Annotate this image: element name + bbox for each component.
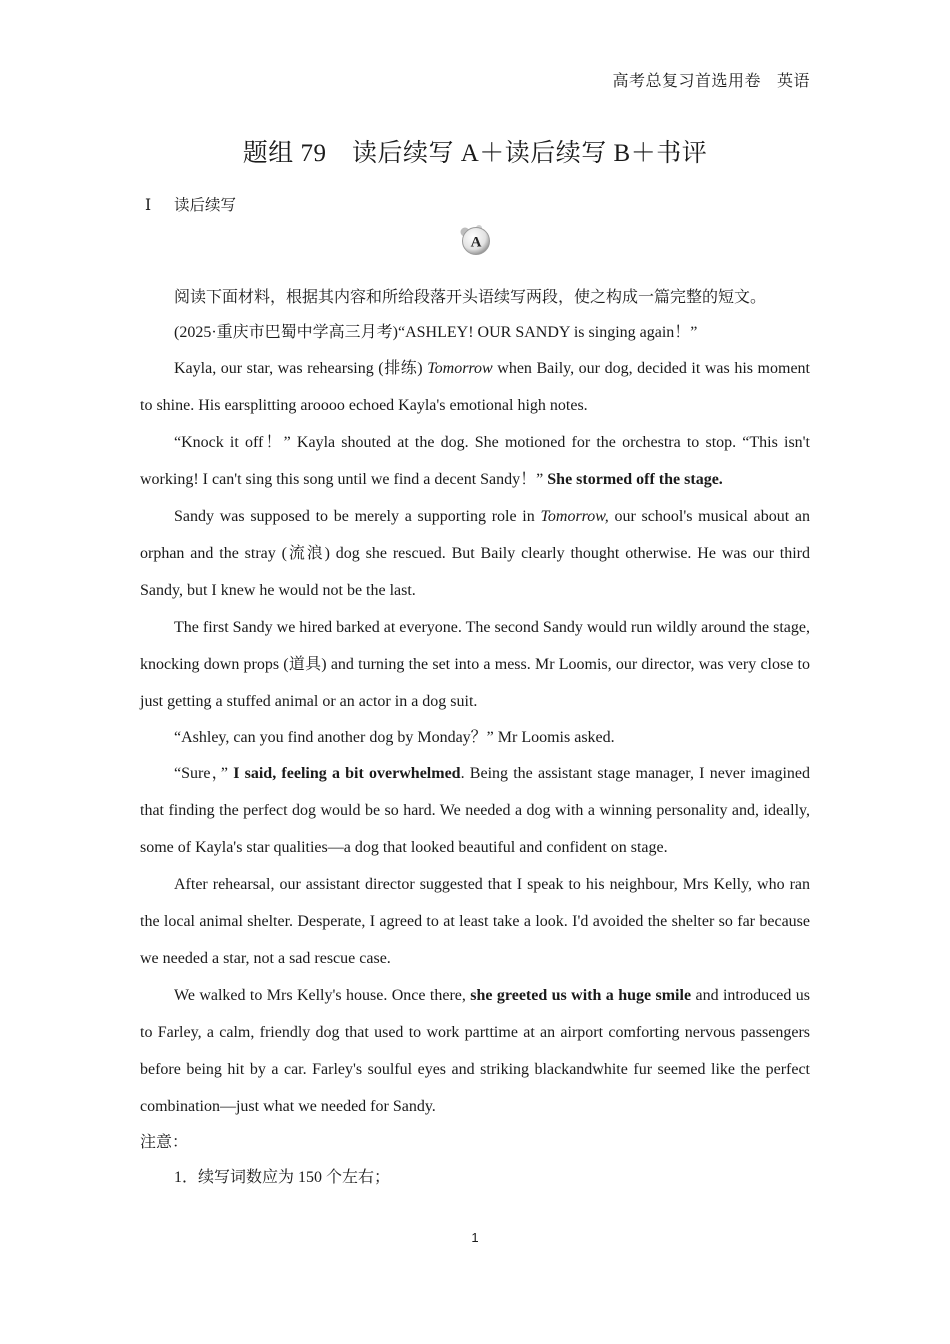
section-label: 读后续写 [174,197,237,214]
running-header [612,68,810,91]
instruction-text: 阅读下面材料，根据其内容和所给段落开头语续写两段，使之构成一篇完整的短文。 [174,289,767,306]
paragraph-8-text: We walked to Mrs Kelly's house. Once there, [174,987,471,1004]
source-line [140,315,810,350]
part-a-badge-icon [459,224,493,256]
paragraph-6-text: “Sure，” [174,765,234,782]
story-title: “ASHLEY! OUR SANDY is singing again！” [398,324,698,341]
paragraph-6 [140,755,810,866]
header-subject: 英语 [776,73,810,90]
header-book-title: 高考总复习首选用卷 [612,73,761,90]
paragraph-2-bold: She stormed off the stage. [547,471,723,488]
paragraph-4: The first Sandy we hired barked at everyone. The second Sandy would run wildly around the stage, knocking down props (道具) and turning the set into a mess. Mr Loomis, our director, was very close to just getting a stuffed animal or an actor in a dog suit. [140,619,810,710]
paragraph-6-text-cont: . Being the assistant stage manager, I never imagined that finding the perfect dog would be so hard. We needed a dog with a winning personality and, ideally, some of Kayla's star qualities—a dog that looked beautiful and confident on stage. [140,765,810,856]
page-number: 1 [471,1230,479,1245]
reading-passage [140,280,810,1195]
paragraph-1 [140,350,810,424]
paragraph-2-text: “Knock it off！” Kayla shouted at the dog. She motioned for the orchestra to stop. “This isn't working! I can't sing this song until we find a decent Sandy！” [140,434,810,488]
paragraph-3 [140,498,810,609]
paragraph-3-text: Sandy was supposed to be merely a supporting role in [174,508,541,525]
paragraph-8-text-cont: and introduced us to Farley, a calm, friendly dog that used to work parttime at an airport comforting nervous passengers before being hit by a car. Farley's soulful eyes and striking blackandwhite fur seemed like the perfect combination—just what we needed for Sandy. [140,987,811,1115]
paragraph-6-bold: I said, feeling a bit overwhelmed [233,765,461,782]
part-a-badge-letter: A [470,234,482,251]
paragraph-1-text: Kayla, our star, was rehearsing (排练) [174,360,428,377]
page-title: 题组 79 读后续写 A＋读后续写 B＋书评 [242,140,708,167]
notes-item-1: 1．续写词数应为 150 个左右； [174,1169,391,1186]
notes-label: 注意： [140,1134,189,1151]
source-text: (2025·重庆市巴蜀中学高三月考) [174,324,398,341]
paragraph-1-text-cont: when Baily, our dog, decided it was his moment to shine. His earsplitting aroooo echoed Kayla's emotional high notes. [140,360,810,414]
paragraph-7: After rehearsal, our assistant director suggested that I speak to his neighbour, Mrs Kelly, who ran the local animal shelter. Desperate, I agreed to at least take a look. I'd avoided the shelter so far because we needed a star, not a sad rescue case. [140,876,810,967]
paragraph-3-text-cont: our school's musical about an orphan and the stray (流浪) dog she rescued. But Baily clearly thought otherwise. He was our third Sandy, but I knew he would not be the last. [140,508,810,599]
paragraph-2 [140,424,810,498]
musical-title-2: Tomorrow, [540,508,609,525]
paragraph-8 [140,977,810,1125]
section-number: Ⅰ [145,197,152,214]
musical-title: Tomorrow [427,360,493,377]
paragraph-5: “Ashley, can you find another dog by Monday？” Mr Loomis asked. [174,729,615,746]
section-heading [145,193,236,215]
paragraph-8-bold: she greeted us with a huge smile [470,987,692,1004]
